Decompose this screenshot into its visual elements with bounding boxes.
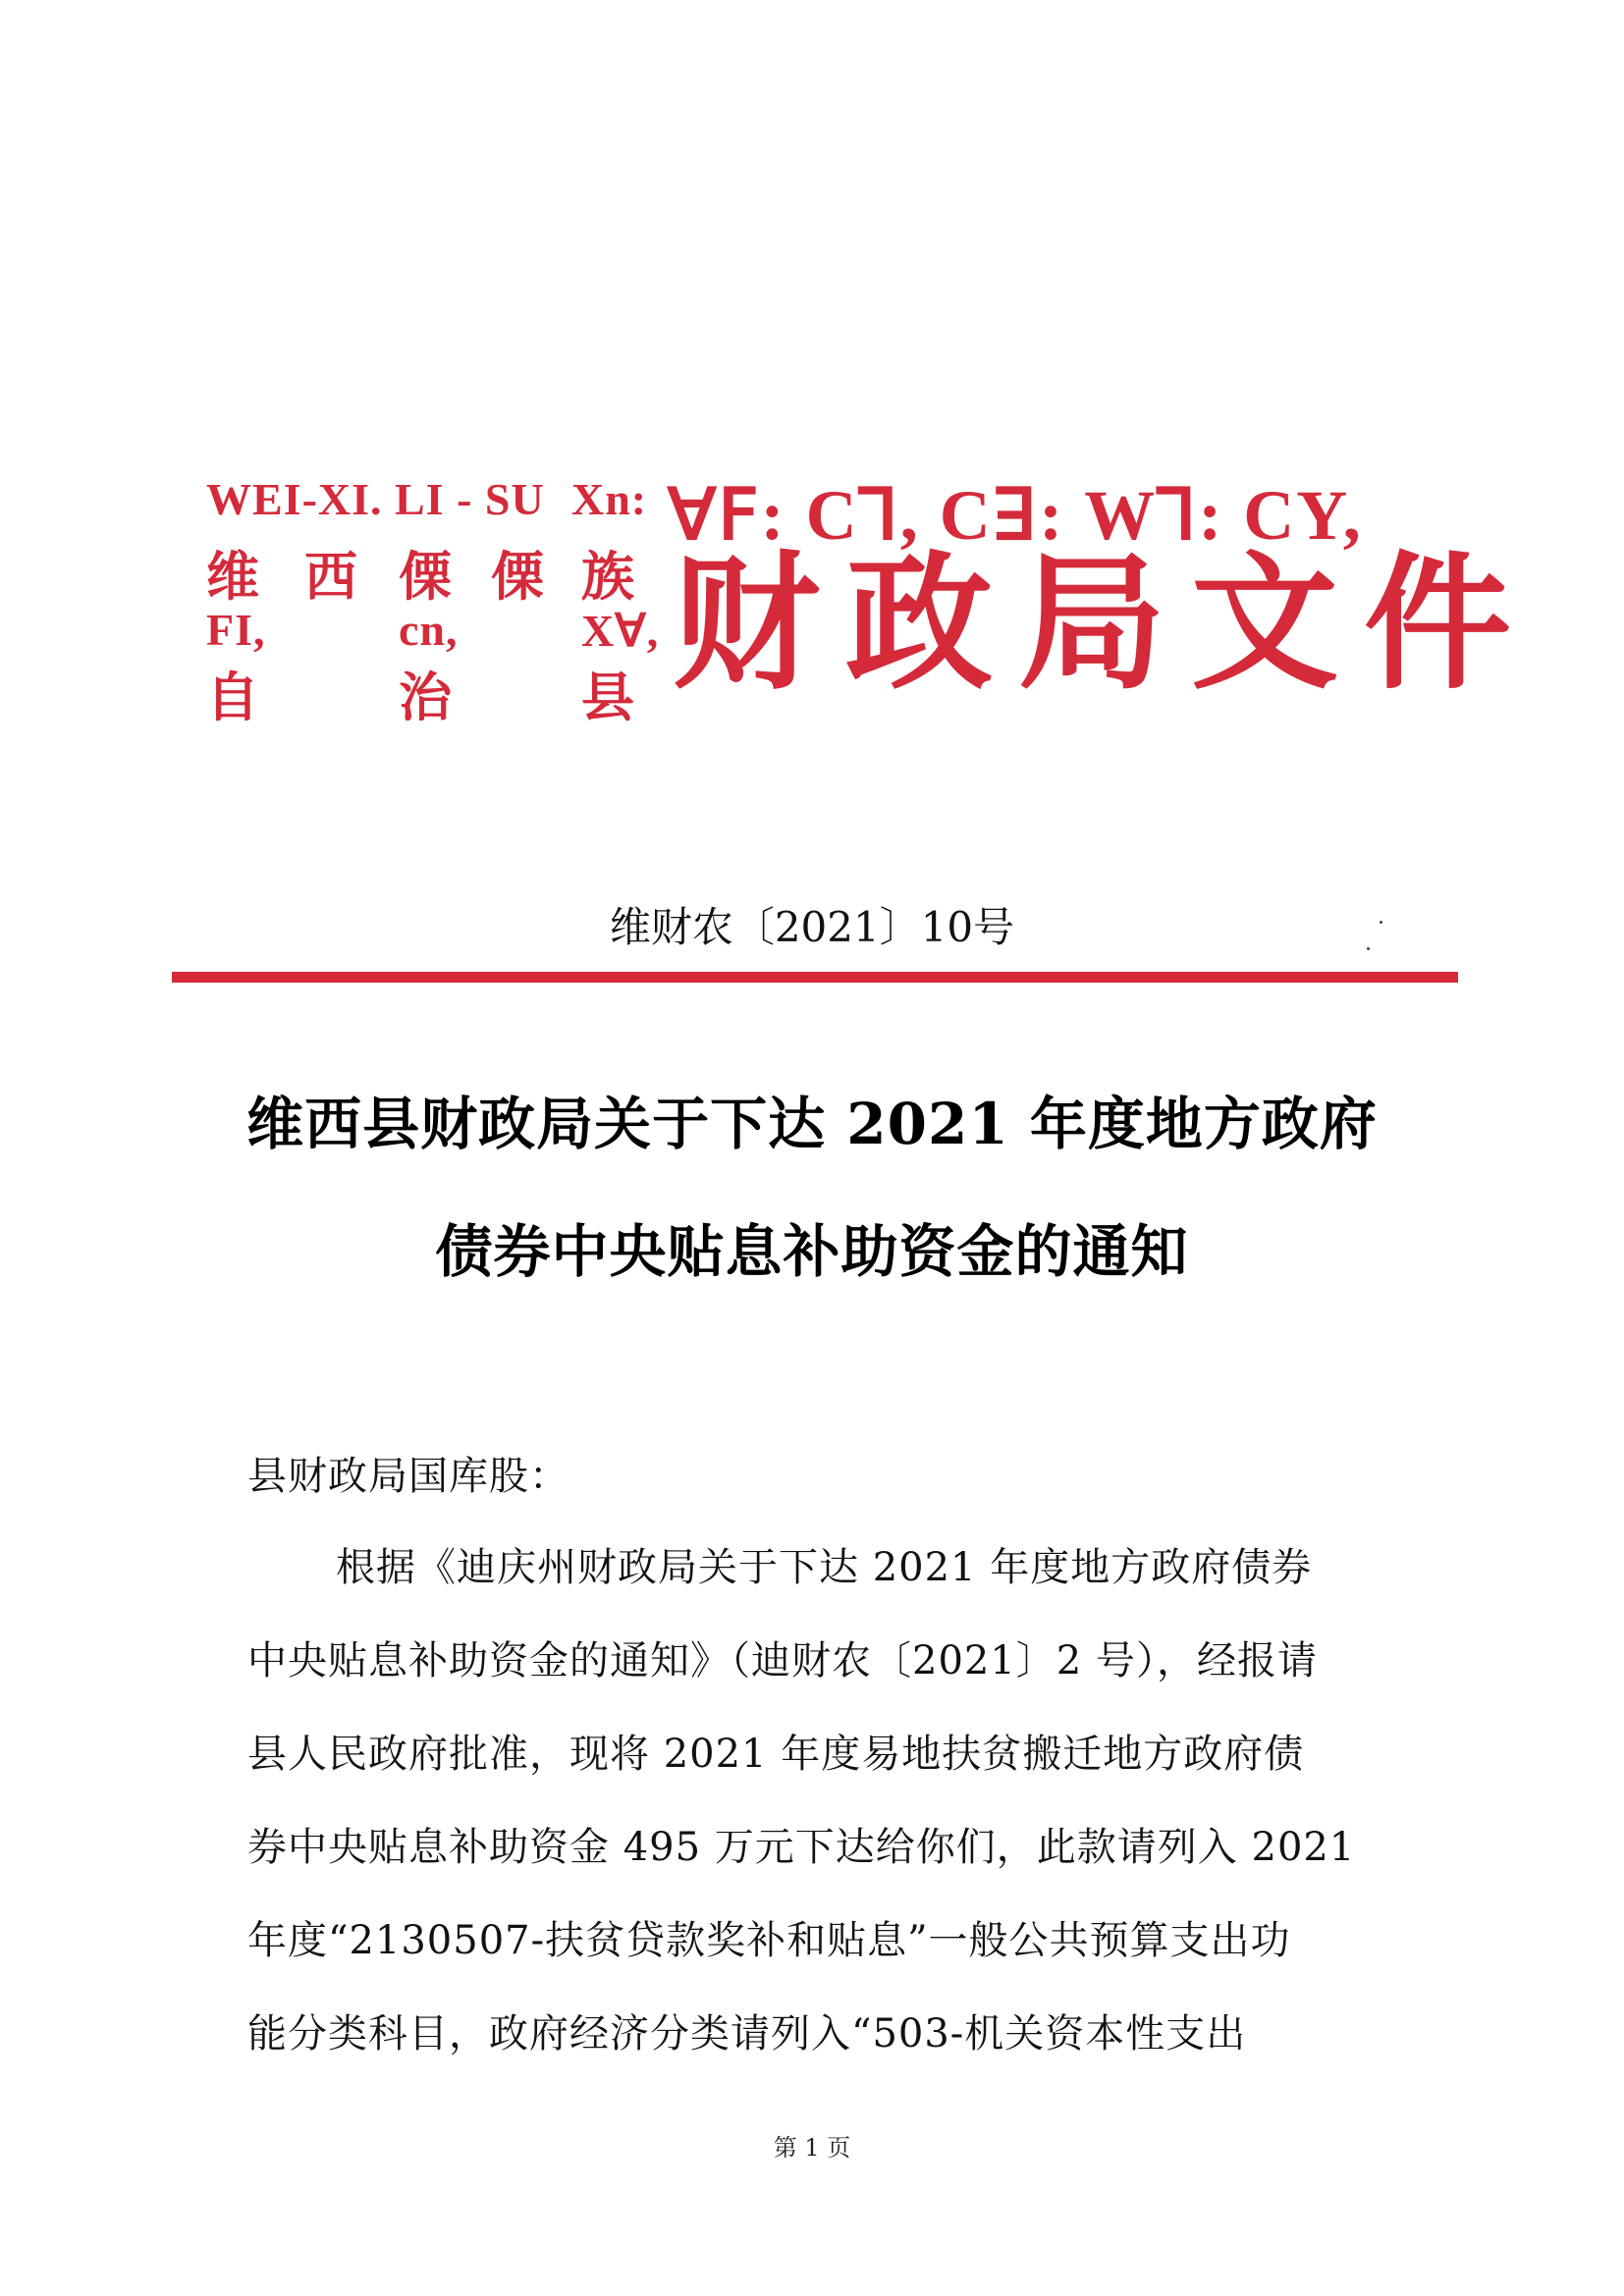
red-header-rule	[172, 972, 1458, 983]
addressee: 县财政局国库股：	[247, 1454, 569, 1499]
scan-speck	[1367, 947, 1370, 950]
letterhead-text: Xꓯ,	[581, 606, 660, 656]
letterhead-text: 族	[581, 548, 634, 607]
paragraph-line: 根据《迪庆州财政局关于下达 2021 年度地方政府债券	[336, 1545, 1313, 1590]
paragraph-line: 能分类科目，政府经济分类请列入“503-机关资本性支出	[247, 2011, 1247, 2056]
letterhead-text: 治	[399, 668, 452, 727]
letterhead-char: 政	[844, 537, 993, 710]
letterhead-char: 局	[1017, 537, 1165, 710]
letterhead-char: 财	[672, 537, 820, 710]
document-title-line-2: 债券中央贴息补助资金的通知	[435, 1218, 1189, 1285]
paragraph-line: 中央贴息补助资金的通知》（迪财农〔2021〕2 号），经报请	[247, 1638, 1318, 1683]
letterhead-text: 西	[304, 548, 357, 607]
paragraph-line: 县人民政府批准，现将 2021 年度易地扶贫搬迁地方政府债	[247, 1732, 1305, 1777]
page-number: 第 1 页	[773, 2134, 851, 2162]
letterhead-text: cn,	[399, 605, 459, 655]
letterhead-text: WEI-XI.	[206, 474, 383, 524]
letterhead-text: Xn:	[571, 474, 648, 524]
letterhead-lisu-line: ꓯꓝ: Cꓶ, Cꓱ: Wꓶ: CY,	[668, 476, 1363, 555]
paragraph-line: 券中央贴息补助资金 495 万元下达给你们，此款请列入 2021	[247, 1825, 1356, 1870]
scan-speck	[1380, 921, 1382, 924]
letterhead-text: FI,	[206, 605, 266, 655]
letterhead-text: 傈	[399, 548, 452, 607]
letterhead-text: 县	[581, 668, 634, 727]
document-title-line-1: 维西县财政局关于下达 2021 年度地方政府	[246, 1091, 1378, 1157]
letterhead-text: 维	[206, 548, 259, 607]
letterhead-title	[660, 537, 1524, 710]
letterhead-text: 傈	[491, 548, 544, 607]
paragraph-line: 年度“2130507-扶贫贷款奖补和贴息”一般公共预算支出功	[247, 1918, 1291, 1963]
letterhead-text: LI - SU	[395, 474, 545, 524]
letterhead-text: 自	[206, 668, 259, 727]
letterhead-char: 文	[1190, 537, 1338, 710]
document-number: 维财农〔2021〕10号	[609, 903, 1015, 951]
letterhead-char: 件	[1363, 537, 1511, 710]
